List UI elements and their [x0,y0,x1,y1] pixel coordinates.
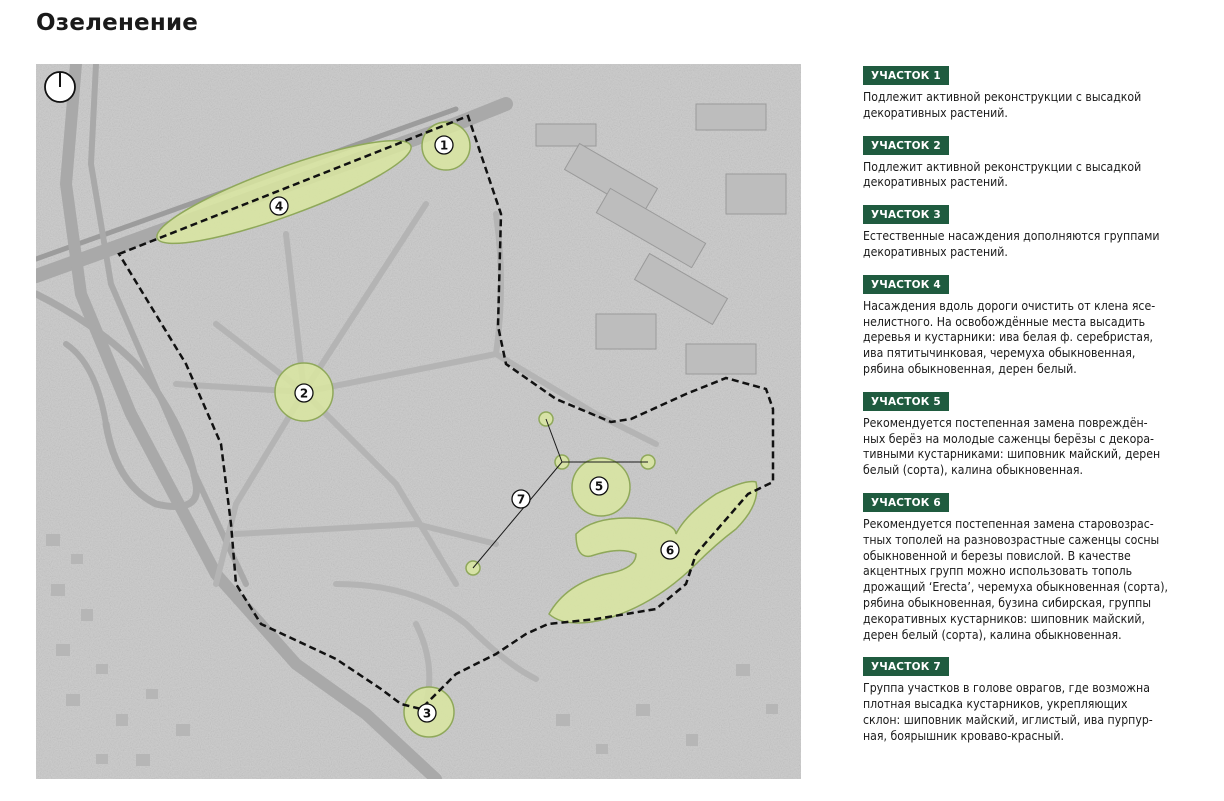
legend-item-description [863,517,1208,643]
marker-6[interactable] [661,541,679,559]
marker-1[interactable] [435,136,453,154]
legend-item-line: тных тополей на разновозрастные саженцы сосны [863,532,1160,547]
legend-item-line: ных берёз на молодые саженцы берёзы с декора- [863,431,1155,446]
legend-item-line: склон: шиповник майский, иглистый, ива пурпур- [863,712,1153,727]
legend-item-line: Подлежит активной реконструкции с высадкой [863,159,1142,174]
legend-item-header: УЧАСТОК 2 [863,136,949,155]
legend-item-description [863,299,1208,378]
site-map-canvas [36,64,801,779]
legend-item-description [863,416,1208,479]
legend-item-header: УЧАСТОК 4 [863,275,949,294]
legend-item-line: нелистного. На освобождённые места высадить [863,314,1146,329]
legend-item-line: декоративных растений. [863,244,1008,259]
svg-text:5: 5 [594,479,604,494]
svg-text:3: 3 [422,706,432,721]
legend-item-header: УЧАСТОК 5 [863,392,949,411]
svg-text:6: 6 [665,543,675,558]
legend-item-line: Подлежит активной реконструкции с высадкой [863,90,1142,104]
legend-item-header: УЧАСТОК 3 [863,205,949,224]
legend-panel [863,64,1208,757]
legend-item-line: декоративных растений. [863,105,1008,120]
legend-item-description [863,90,1208,122]
legend-item-line: акцентных групп можно использовать тополь [863,564,1133,579]
legend-item-5 [863,390,1208,479]
svg-text:2: 2 [299,386,309,401]
legend-item-description [863,229,1208,261]
legend-item-header: УЧАСТОК 1 [863,66,949,85]
legend-item-line: деревья и кустарники: ива белая ф. серебристая, [863,330,1154,345]
marker-2[interactable] [295,384,313,402]
legend-item-line: ная, боярышник кроваво-красный. [863,728,1064,743]
legend-item-6 [863,491,1208,643]
legend-item-line: дрожащий ‘Erecta’, черемуха обыкновенная (сорта), [863,580,1168,595]
legend-item-line: плотная высадка кустарников, укрепляющих [863,697,1128,712]
page-title: Озеленение [36,10,199,36]
legend-item-header: УЧАСТОК 6 [863,493,949,512]
marker-4[interactable] [270,197,288,215]
legend-item-line: декоративных кустарников: шиповник майский, [863,611,1145,626]
legend-item-4 [863,273,1208,378]
legend-item-line: Рекомендуется постепенная замена повреждён- [863,415,1148,430]
legend-item-line: Естественные насаждения дополняются группами [863,229,1160,244]
legend-item-line: тивными кустарниками: шиповник майский, дерен [863,447,1161,462]
legend-item-line: белый (сорта), калина обыкновенная. [863,463,1083,478]
marker-5[interactable] [590,477,608,495]
legend-item-header: УЧАСТОК 7 [863,657,949,676]
legend-item-7 [863,655,1208,744]
legend-item-3 [863,203,1208,261]
aerial-texture [36,64,801,779]
svg-text:4: 4 [274,199,284,214]
north-arrow-icon [45,72,75,102]
legend-item-line: Насаждения вдоль дороги очистить от клена ясе- [863,298,1156,313]
marker-3[interactable] [418,704,436,722]
legend-item-line: декоративных растений. [863,175,1008,190]
legend-item-description [863,681,1208,744]
legend-item-line: Рекомендуется постепенная замена старовозрас- [863,516,1154,531]
site-map [36,64,801,779]
legend-item-description [863,160,1208,192]
legend-item-line: дерен белый (сорта), калина обыкновенная. [863,627,1122,642]
legend-item-line: обыкновенной и березы повислой. В качестве [863,548,1131,563]
svg-text:7: 7 [516,492,526,507]
legend-item-2 [863,134,1208,192]
svg-text:1: 1 [439,138,449,153]
legend-item-1 [863,64,1208,122]
marker-7[interactable] [512,490,530,508]
legend-item-line: рябина обыкновенная, бузина сибирская, группы [863,595,1151,610]
legend-item-line: Группа участков в голове оврагов, где возможна [863,681,1150,696]
legend-item-line: рябина обыкновенная, дерен белый. [863,361,1077,376]
legend-item-line: ива пятитычинковая, черемуха обыкновенная, [863,346,1136,361]
